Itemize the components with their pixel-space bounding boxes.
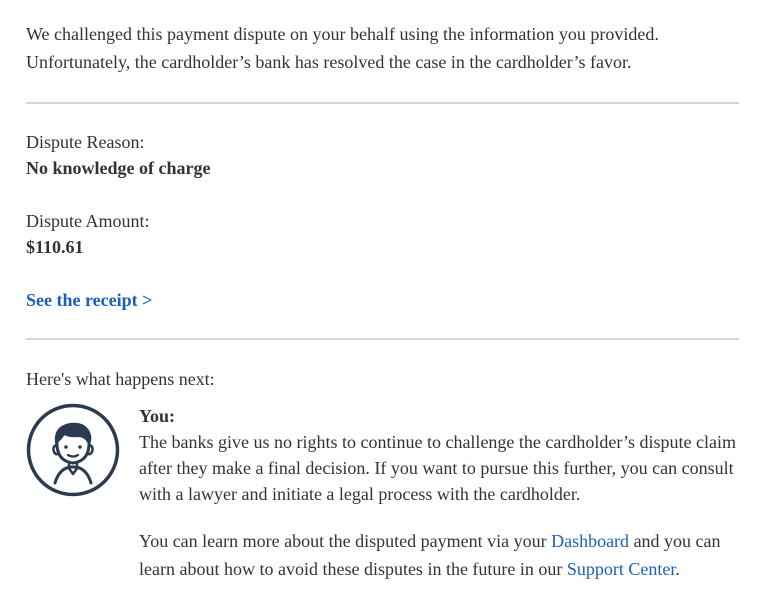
dispute-amount-label: Dispute Amount: xyxy=(26,211,150,231)
dispute-email-body xyxy=(26,0,739,603)
you-text-block xyxy=(139,403,739,583)
dashboard-link[interactable]: Dashboard xyxy=(551,531,630,551)
dispute-reason-block xyxy=(26,129,739,181)
you-paragraph-2 xyxy=(139,527,739,583)
para2-prefix: You can learn more about the disputed payment via your xyxy=(139,531,552,551)
intro-message xyxy=(26,0,739,76)
intro-line-1: We challenged this payment dispute on your behalf using the information you provided. xyxy=(26,24,659,44)
dispute-reason-value: No knowledge of charge xyxy=(26,158,211,178)
you-paragraph-1: The banks give us no rights to continue to challenge the cardholder’s dispute claim after they make a final decision. If you want to pursue this further, you can consult with a lawyer and initiate a legal process with the cardholder. xyxy=(139,432,737,504)
person-icon xyxy=(26,403,120,497)
dispute-reason-label: Dispute Reason: xyxy=(26,132,145,152)
para2-suffix: . xyxy=(675,559,680,579)
see-receipt-link[interactable]: See the receipt > xyxy=(26,290,153,310)
support-center-link[interactable]: Support Center xyxy=(566,559,676,579)
intro-line-2: Unfortunately, the cardholder’s bank has resolved the case in the cardholder’s favor. xyxy=(26,52,632,72)
you-title: You: xyxy=(139,406,176,426)
dispute-amount-block xyxy=(26,208,739,260)
divider xyxy=(26,338,739,340)
dispute-amount-value: $110.61 xyxy=(26,237,84,257)
next-steps-heading: Here's what happens next: xyxy=(26,369,215,389)
para2-middle: and you can learn about how to avoid these disputes in the future in our xyxy=(139,531,721,579)
divider xyxy=(26,102,739,104)
you-section xyxy=(26,403,739,603)
